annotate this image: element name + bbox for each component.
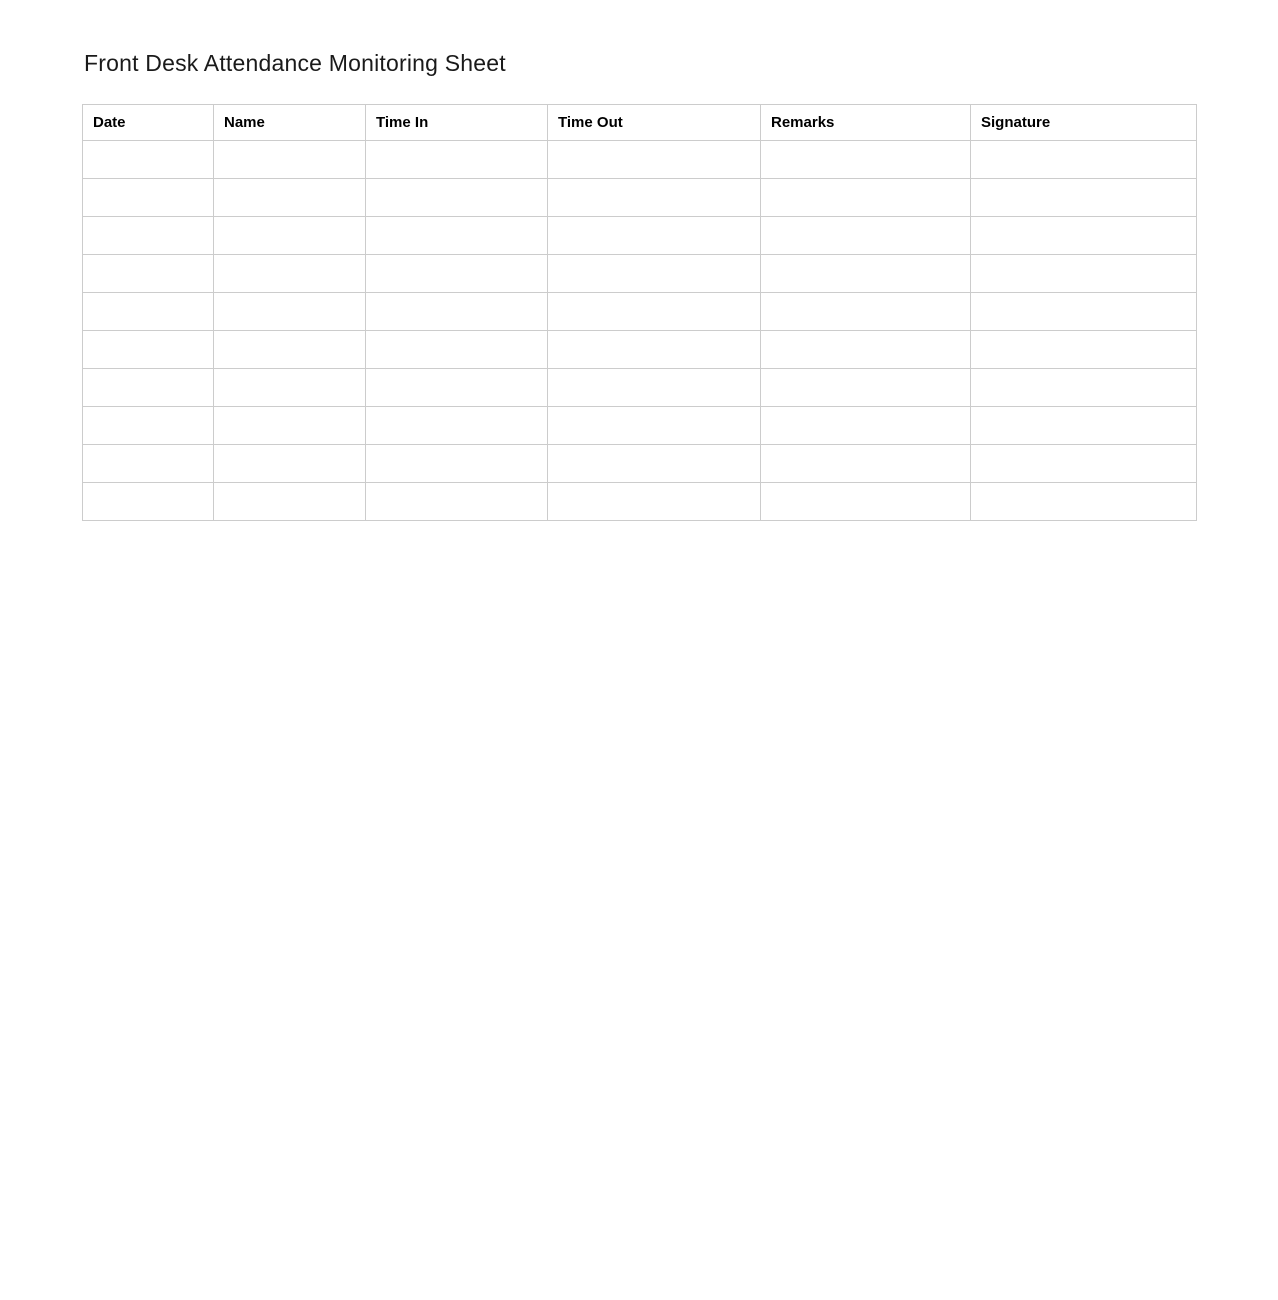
table-cell-remarks[interactable] bbox=[761, 483, 971, 521]
table-cell-signature[interactable] bbox=[971, 217, 1197, 255]
table-cell-time-in[interactable] bbox=[366, 141, 548, 179]
table-row bbox=[83, 331, 1197, 369]
table-cell-time-out[interactable] bbox=[548, 445, 761, 483]
table-cell-date[interactable] bbox=[83, 293, 214, 331]
page-title: Front Desk Attendance Monitoring Sheet bbox=[84, 50, 506, 76]
table-cell-signature[interactable] bbox=[971, 407, 1197, 445]
table-cell-date[interactable] bbox=[83, 331, 214, 369]
table-cell-name[interactable] bbox=[214, 293, 366, 331]
table-cell-time-in[interactable] bbox=[366, 255, 548, 293]
table-row bbox=[83, 369, 1197, 407]
table-cell-remarks[interactable] bbox=[761, 445, 971, 483]
table-cell-signature[interactable] bbox=[971, 293, 1197, 331]
table-cell-signature[interactable] bbox=[971, 141, 1197, 179]
table-row bbox=[83, 293, 1197, 331]
table-header bbox=[83, 105, 1197, 141]
table-cell-remarks[interactable] bbox=[761, 179, 971, 217]
table-cell-time-in[interactable] bbox=[366, 331, 548, 369]
table-cell-date[interactable] bbox=[83, 255, 214, 293]
table-cell-time-in[interactable] bbox=[366, 217, 548, 255]
table-cell-time-in[interactable] bbox=[366, 179, 548, 217]
table-row bbox=[83, 255, 1197, 293]
table-cell-date[interactable] bbox=[83, 141, 214, 179]
table-cell-date[interactable] bbox=[83, 179, 214, 217]
table-cell-time-in[interactable] bbox=[366, 369, 548, 407]
table-cell-remarks[interactable] bbox=[761, 141, 971, 179]
table-cell-time-out[interactable] bbox=[548, 217, 761, 255]
table-cell-time-in[interactable] bbox=[366, 445, 548, 483]
table-cell-time-out[interactable] bbox=[548, 331, 761, 369]
table-cell-name[interactable] bbox=[214, 141, 366, 179]
table-row bbox=[83, 407, 1197, 445]
table-cell-name[interactable] bbox=[214, 179, 366, 217]
table-cell-name[interactable] bbox=[214, 483, 366, 521]
table-cell-signature[interactable] bbox=[971, 331, 1197, 369]
table-cell-date[interactable] bbox=[83, 483, 214, 521]
table-row bbox=[83, 179, 1197, 217]
table-row bbox=[83, 217, 1197, 255]
table-cell-name[interactable] bbox=[214, 445, 366, 483]
table-cell-time-in[interactable] bbox=[366, 293, 548, 331]
column-header-time-in: Time In bbox=[366, 105, 548, 141]
table-cell-signature[interactable] bbox=[971, 483, 1197, 521]
table-row bbox=[83, 483, 1197, 521]
table-cell-time-out[interactable] bbox=[548, 483, 761, 521]
table-row bbox=[83, 141, 1197, 179]
table-cell-signature[interactable] bbox=[971, 255, 1197, 293]
column-header-name: Name bbox=[214, 105, 366, 141]
table-cell-time-out[interactable] bbox=[548, 369, 761, 407]
table-cell-time-out[interactable] bbox=[548, 293, 761, 331]
table-cell-time-out[interactable] bbox=[548, 141, 761, 179]
table-cell-name[interactable] bbox=[214, 369, 366, 407]
table-cell-remarks[interactable] bbox=[761, 293, 971, 331]
column-header-remarks: Remarks bbox=[761, 105, 971, 141]
table-cell-signature[interactable] bbox=[971, 369, 1197, 407]
table-cell-signature[interactable] bbox=[971, 445, 1197, 483]
table-cell-name[interactable] bbox=[214, 255, 366, 293]
column-header-time-out: Time Out bbox=[548, 105, 761, 141]
table-cell-time-out[interactable] bbox=[548, 255, 761, 293]
table-cell-signature[interactable] bbox=[971, 179, 1197, 217]
table-cell-remarks[interactable] bbox=[761, 217, 971, 255]
table-cell-remarks[interactable] bbox=[761, 331, 971, 369]
table-cell-time-in[interactable] bbox=[366, 407, 548, 445]
table-cell-time-out[interactable] bbox=[548, 407, 761, 445]
table-header-row bbox=[83, 105, 1197, 141]
table-cell-time-in[interactable] bbox=[366, 483, 548, 521]
table-cell-date[interactable] bbox=[83, 217, 214, 255]
table-cell-date[interactable] bbox=[83, 445, 214, 483]
table-cell-remarks[interactable] bbox=[761, 407, 971, 445]
table-cell-name[interactable] bbox=[214, 407, 366, 445]
table-body bbox=[83, 141, 1197, 521]
table-row bbox=[83, 445, 1197, 483]
column-header-signature: Signature bbox=[971, 105, 1197, 141]
table-cell-remarks[interactable] bbox=[761, 369, 971, 407]
table-cell-remarks[interactable] bbox=[761, 255, 971, 293]
table-cell-date[interactable] bbox=[83, 369, 214, 407]
table-cell-name[interactable] bbox=[214, 331, 366, 369]
table-cell-name[interactable] bbox=[214, 217, 366, 255]
column-header-date: Date bbox=[83, 105, 214, 141]
table-cell-time-out[interactable] bbox=[548, 179, 761, 217]
attendance-table bbox=[82, 104, 1197, 521]
table-cell-date[interactable] bbox=[83, 407, 214, 445]
